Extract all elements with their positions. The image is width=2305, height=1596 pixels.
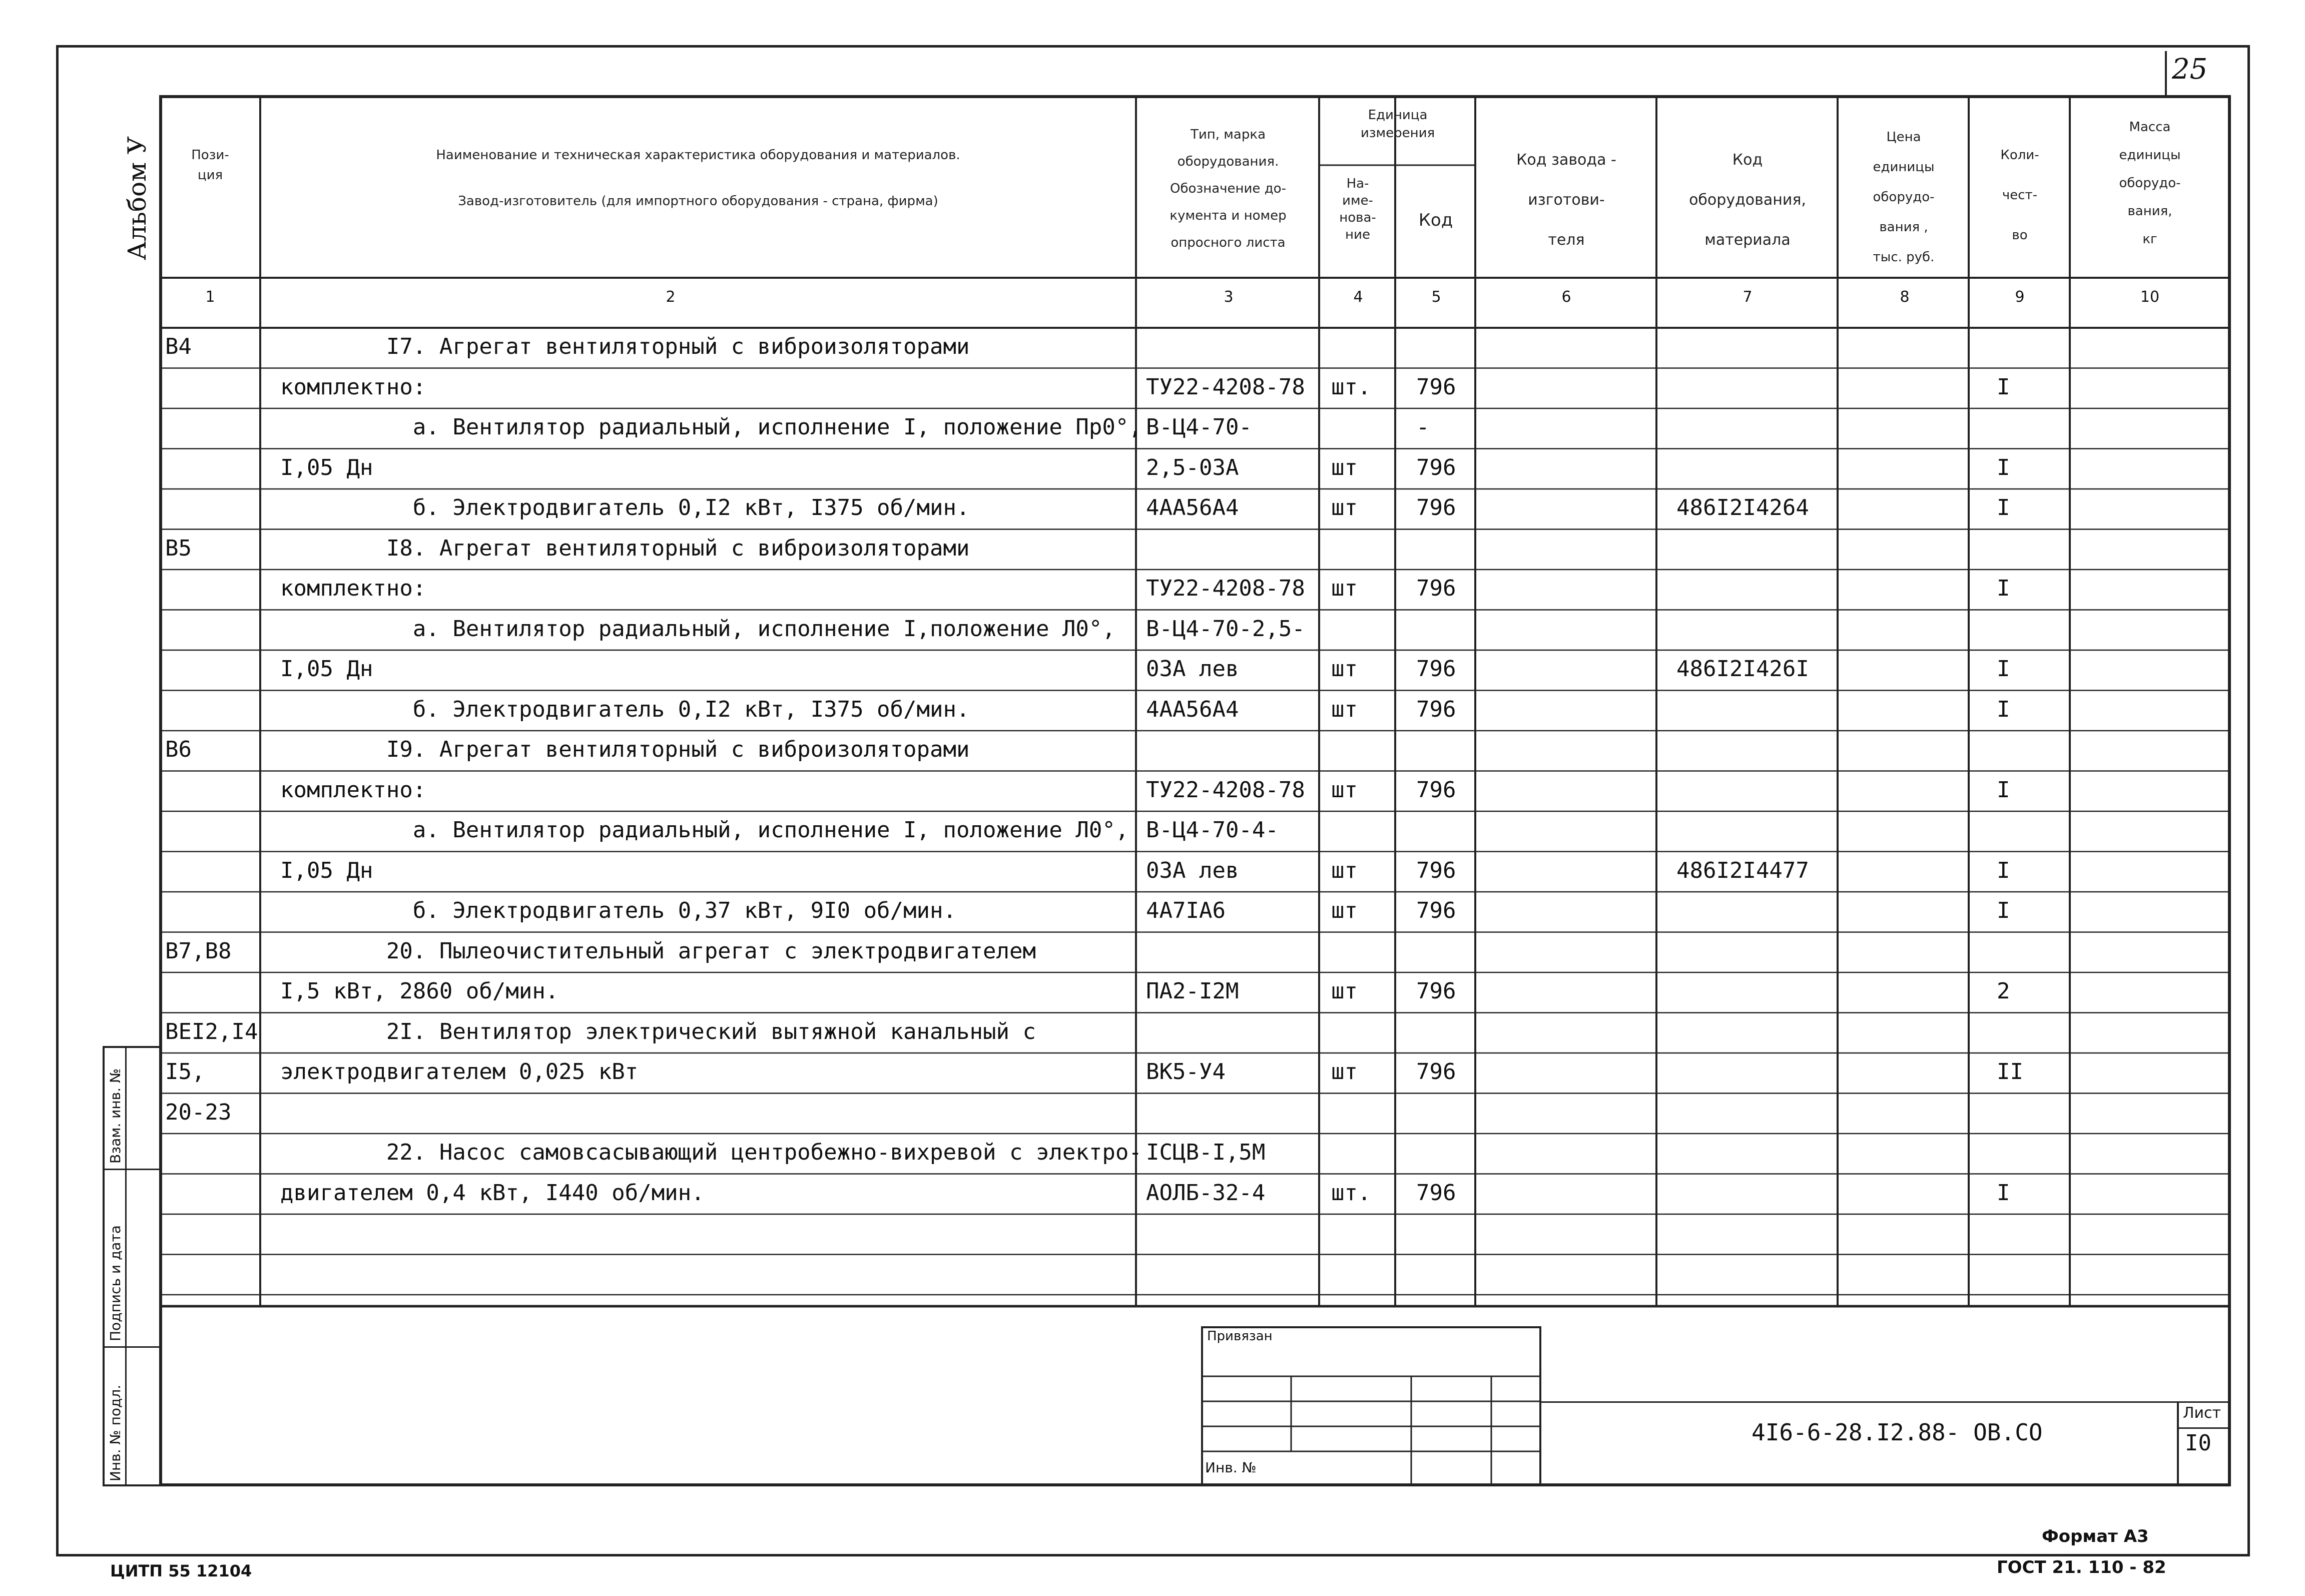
header-pos: Пози- ция [191, 148, 229, 183]
column-number: 5 [1431, 288, 1441, 306]
header-unit-name: На- име- нова- ние [1339, 176, 1376, 242]
column-number: 6 [1561, 288, 1571, 306]
header-mass: Масса единицы оборудо- вания, кг [2119, 120, 2181, 247]
header-name-1: Наименование и техническая характеристика оборудования и материалов. [436, 148, 960, 163]
cell-qty: 2 [1997, 978, 2010, 1004]
cell-unit: шт [1331, 495, 1358, 520]
cell-unit: шт [1331, 656, 1358, 682]
cell-unit: шт [1331, 1059, 1358, 1085]
cell-type: 4А7IА6 [1146, 898, 1226, 923]
column-number: 2 [666, 288, 676, 306]
cell-qty: I [1997, 696, 2010, 722]
header-unit-code: Код [1418, 210, 1453, 230]
cell-type: ТУ22-4208-78 [1146, 576, 1305, 601]
stamp-inv-no: Инв. № [1205, 1459, 1257, 1476]
cell-type: 4АА56А4 [1146, 696, 1239, 722]
column-number: 7 [1743, 288, 1753, 306]
cell-code: - [1416, 414, 1430, 440]
cell-qty: I [1997, 656, 2010, 682]
cell-qty: II [1997, 1059, 2023, 1085]
cell-unit: шт [1331, 454, 1358, 480]
cell-type: В-Ц4-70-4- [1146, 817, 1279, 843]
cell-unit: шт [1331, 777, 1358, 803]
cell-qty: I [1997, 374, 2010, 400]
document-code: 4I6-6-28.I2.88- ОВ.СО [1752, 1419, 2043, 1446]
sheet-number: I0 [2185, 1430, 2211, 1456]
cell-type: В-Ц4-70- [1146, 414, 1252, 440]
page-number: 25 [2172, 53, 2208, 86]
cell-code: 796 [1416, 1180, 1456, 1206]
cell-unit: шт [1331, 978, 1358, 1004]
cell-code: 796 [1416, 656, 1456, 682]
footer-left-code: ЦИТП 55 12104 [110, 1561, 252, 1580]
cell-name: двигателем 0,4 кВт, I440 об/мин. [280, 1180, 705, 1206]
cell-code: 796 [1416, 857, 1456, 883]
cell-type: 03А лев [1146, 656, 1239, 682]
cell-type: АОЛБ-32-4 [1146, 1180, 1266, 1206]
cell-type: 2,5-03А [1146, 454, 1239, 480]
column-number: 1 [205, 288, 215, 306]
cell-unit: шт. [1331, 374, 1371, 400]
cell-code: 796 [1416, 495, 1456, 520]
cell-qty: I [1997, 1180, 2010, 1206]
cell-code: 796 [1416, 978, 1456, 1004]
cell-code: 796 [1416, 374, 1456, 400]
cell-name: а. Вентилятор радиальный, исполнение I, положение Л0°, [280, 817, 1129, 843]
cell-qty: I [1997, 576, 2010, 601]
cell-qty: I [1997, 857, 2010, 883]
cell-unit: шт [1331, 898, 1358, 923]
column-number: 3 [1224, 288, 1234, 306]
cell-type: ПА2-I2М [1146, 978, 1239, 1004]
cell-type: ICЦВ-I,5М [1146, 1140, 1266, 1165]
cell-name: комплектно: [280, 777, 426, 803]
column-number: 10 [2140, 288, 2160, 306]
stamp-divider [1541, 1401, 2231, 1403]
cell-unit: шт [1331, 696, 1358, 722]
cell-pos: I5, [165, 1059, 205, 1085]
cell-code: 796 [1416, 576, 1456, 601]
cell-name: а. Вентилятор радиальный, исполнение I,положение Л0°, [280, 616, 1115, 642]
cell-unit: шт. [1331, 1180, 1371, 1206]
cell-name: электродвигателем 0,025 кВт [280, 1059, 639, 1085]
cell-name: б. Электродвигатель 0,37 кВт, 9I0 об/мин. [280, 898, 957, 923]
cell-pos: В4 [165, 334, 192, 359]
sheet-label: Лист [2183, 1404, 2221, 1422]
header-maker-code: Код завода - изготови- теля [1516, 151, 1616, 249]
cell-name: комплектно: [280, 576, 426, 601]
cell-name: 22. Насос самовсасывающий центробежно-вихревой с электро- [280, 1140, 1142, 1165]
cell-name: I,05 Дн [280, 656, 373, 682]
cell-name: а. Вентилятор радиальный, исполнение I, положение Пр0°, [280, 414, 1142, 440]
header-unit-group: Единица измерения [1360, 108, 1435, 141]
footer-gost: ГОСТ 21. 110 - 82 [1997, 1557, 2166, 1577]
cell-pos: В7,В8 [165, 938, 232, 964]
stamp-privyazan: Привязан [1207, 1329, 1273, 1344]
cell-equip-code: 486I2I4477 [1676, 857, 1809, 883]
header-name-2: Завод-изготовитель (для импортного оборудования - страна, фирма) [458, 194, 938, 209]
cell-code: 796 [1416, 898, 1456, 923]
header-equip-code: Код оборудования, материала [1689, 151, 1806, 249]
cell-qty: I [1997, 777, 2010, 803]
cell-type: В-Ц4-70-2,5- [1146, 616, 1305, 642]
cell-pos: В5 [165, 535, 192, 561]
column-number: 8 [1900, 288, 1910, 306]
cell-name: I,05 Дн [280, 857, 373, 883]
cell-code: 796 [1416, 454, 1456, 480]
cell-name: I8. Агрегат вентиляторный с виброизоляторами [280, 535, 970, 561]
cell-name: 20. Пылеочистительный агрегат с электродвигателем [280, 938, 1036, 964]
side-label-signature: Подпись и дата [107, 1225, 124, 1341]
cell-pos: ВЕI2,I4 [165, 1018, 258, 1044]
header-qty: Коли- чест- во [2000, 148, 2039, 243]
cell-name: комплектно: [280, 374, 426, 400]
header-type: Тип, марка оборудования. Обозначение до- кумента и номер опросного листа [1170, 127, 1287, 250]
side-label-inventory: Инв. № подл. [107, 1384, 124, 1481]
cell-qty: I [1997, 495, 2010, 520]
cell-unit: шт [1331, 857, 1358, 883]
cell-type: ВК5-У4 [1146, 1059, 1226, 1085]
cell-code: 796 [1416, 1059, 1456, 1085]
footer-format: Формат А3 [2042, 1526, 2149, 1546]
cell-name: б. Электродвигатель 0,I2 кВт, I375 об/мин. [280, 495, 970, 520]
cell-code: 796 [1416, 777, 1456, 803]
cell-type: ТУ22-4208-78 [1146, 374, 1305, 400]
header-price: Цена единицы оборудо- вания , тыс. руб. [1873, 130, 1935, 265]
cell-type: ТУ22-4208-78 [1146, 777, 1305, 803]
cell-equip-code: 486I2I426I [1676, 656, 1809, 682]
cell-name: 2I. Вентилятор электрический вытяжной канальный с [280, 1018, 1036, 1044]
album-label: Альбом У [123, 136, 152, 260]
side-label-replace: Взам. инв. № [107, 1068, 124, 1164]
cell-name: I9. Агрегат вентиляторный с виброизоляторами [280, 737, 970, 762]
cell-code: 796 [1416, 696, 1456, 722]
cell-name: I7. Агрегат вентиляторный с виброизоляторами [280, 334, 970, 359]
cell-name: I,5 кВт, 2860 об/мин. [280, 978, 559, 1004]
cell-pos: 20-23 [165, 1099, 232, 1125]
cell-type: 4АА56А4 [1146, 495, 1239, 520]
cell-name: I,05 Дн [280, 454, 373, 480]
cell-unit: шт [1331, 576, 1358, 601]
cell-pos: В6 [165, 737, 192, 762]
cell-name: б. Электродвигатель 0,I2 кВт, I375 об/мин. [280, 696, 970, 722]
cell-qty: I [1997, 898, 2010, 923]
cell-equip-code: 486I2I4264 [1676, 495, 1809, 520]
column-number: 9 [2015, 288, 2025, 306]
column-number: 4 [1353, 288, 1363, 306]
cell-type: 03А лев [1146, 857, 1239, 883]
cell-qty: I [1997, 454, 2010, 480]
